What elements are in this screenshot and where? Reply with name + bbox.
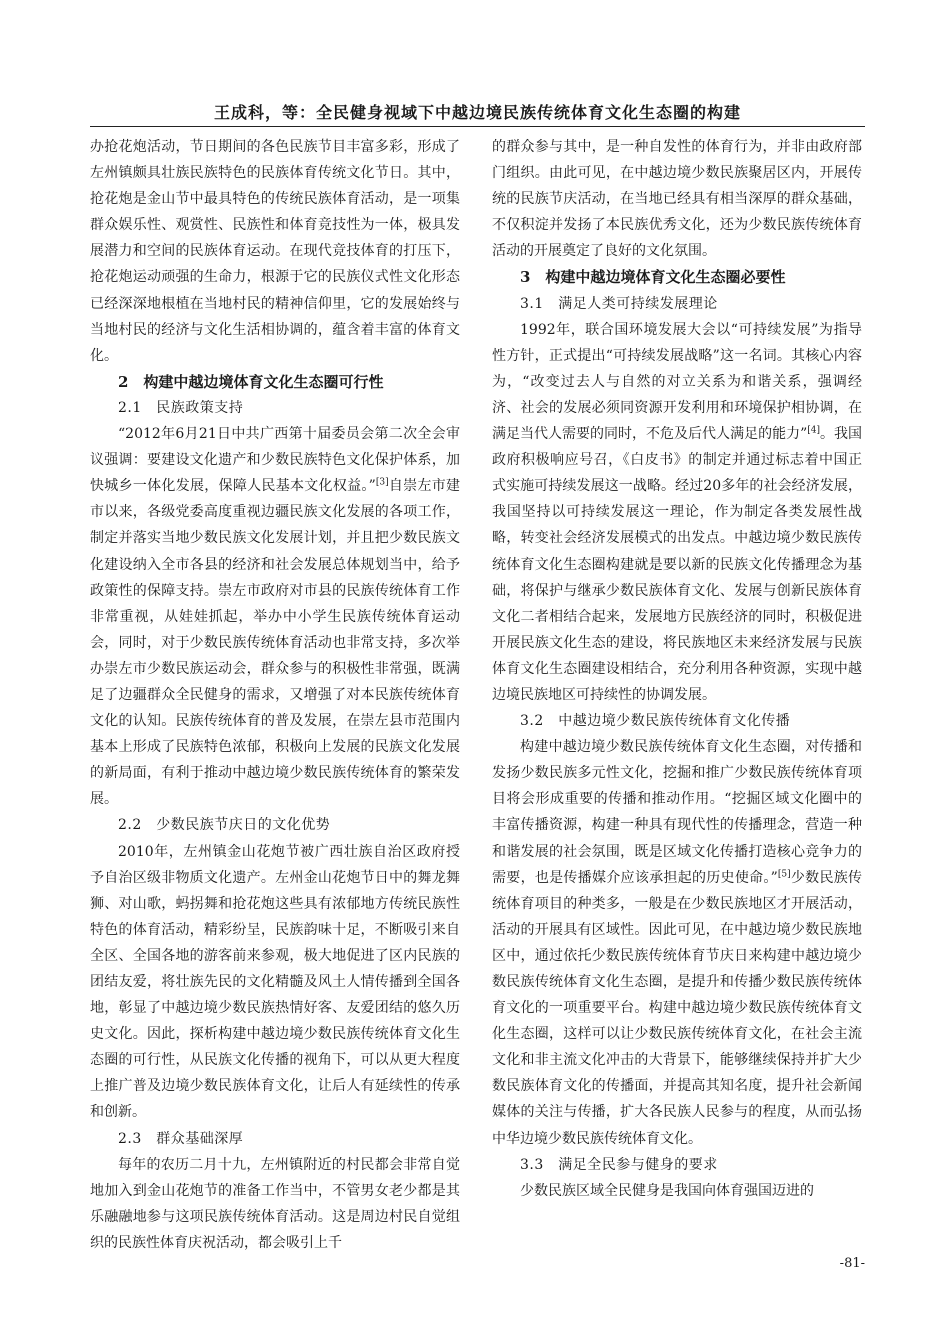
paragraph: 办抢花炮活动，节日期间的各色民族节目丰富多彩，形成了左州镇颇具壮族民族特色的民族体育传统文化节日。其中，抢花炮是金山节中最具特色的传统民族体育活动，是一项集群众娱乐性、观赏性、民族性和体育竞技性为一体，极具发展潜力和空间的民族体育运动。在现代竞技体育的打压下，抢花炮运动顽强的生命力，根源于它的民族仪式性文化形态已经深深地根植在当地村民的精神信仰里，它的发展始终与当地村民的经济与文化生活相协调的，蕴含着丰富的体育文化。: [90, 139, 460, 364]
paragraph-text: 少数民族传统体育项目的种类多，一般是在少数民族地区才开展活动，活动的开展具有区域性。因此可见，在中越边境少数民族地区中，通过依托少数民族传统体育节庆日来构建中越边境少数民族传统体育文化生态圈，是提升和传播少数民族传统体育文化的一项重要平台。构建中越边境少数民族传统体育文化生态圈，这样可以让少数民族传统体育文化，在社会主流文化和非主流文化冲击的大背景下，能够继续保持并扩大少数民族体育文化的传播面，并提高其知名度，提升社会新闻媒体的关注与传播，扩大各民族人民参与的程度，从而弘扬中华边境少数民族传统体育文化。: [492, 869, 863, 1147]
subsection-heading-2-2: 2.2 少数民族节庆日的文化优势: [118, 817, 331, 834]
citation-ref-3[interactable]: [3]: [375, 477, 389, 488]
citation-ref-4[interactable]: [4]: [807, 425, 820, 436]
subsection-heading-2-3: 2.3 群众基础深厚: [118, 1130, 244, 1147]
subsection-heading-2-1: 2.1 民族政策支持: [118, 399, 244, 416]
subsection-heading-3-2: 3.2 中越边境少数民族传统体育文化传播: [520, 713, 791, 730]
right-column: [492, 134, 862, 1204]
paragraph: [492, 734, 862, 1152]
citation-ref-5[interactable]: [5]: [777, 868, 791, 879]
paragraph: 的群众参与其中，是一种自发性的体育行为，并非由政府部门组织。由此可见，在中越边境少数民族聚居区内，开展传统的民族节庆活动，在当地已经具有相当深厚的群众基础，不仅积淀并发扬了本民族优秀文化，还为少数民族传统体育活动的开展奠定了良好的文化氛围。: [492, 139, 862, 260]
paragraph: [90, 421, 460, 812]
quote-text: “2012年6月21日中共广西第十届委员会第二次全会审议强调：要建设文化遗产和少数民族特色文化保护体系，加快城乡一体化发展，保障人民基本文化权益。”: [90, 426, 460, 495]
section-heading-2: 2 构建中越边境体育文化生态圈可行性: [118, 372, 384, 391]
subsection-heading-3-1: 3.1 满足人类可持续发展理论: [520, 295, 718, 312]
section-heading-3: 3 构建中越边境体育文化生态圈必要性: [520, 268, 786, 287]
paragraph-text: 自崇左市建市以来，各级党委高度重视边疆民族文化发展的各项工作，制定并落实当地少数民族文化发展计划，并且把少数民族文化建设纳入全市各县的经济和社会发展总体规划当中，给予政策性的保障支持。崇左市政府对市县的民族传统体育工作非常重视，从娃娃抓起，举办中小学生民族传统体育运动会，同时，对于少数民族传统体育活动也非常支持，多次举办崇左市少数民族运动会，群众参与的积极性非常强，既满足了边疆群众全民健身的需求，又增强了对本民族传统体育文化的认知。民族传统体育的普及发展，在崇左县市范围内基本上形成了民族特色浓郁，积极向上发展的民族文化发展的新局面，有利于推动中越边境少数民族传统体育的繁荣发展。: [90, 478, 461, 808]
paragraph: [492, 317, 862, 708]
paragraph: 2010年，左州镇金山花炮节被广西壮族自治区政府授予自治区级非物质文化遗产。左州金山花炮节日中的舞龙舞狮、对山歌，蚂拐舞和抢花炮这些具有浓郁地方传统民族性特色的体育活动，精彩纷呈，民族韵味十足，不断吸引来自全区、全国各地的游客前来参观，极大地促进了区内民族的团结友爱，将壮族先民的文化精髓及风土人情传播到全国各地，彰显了中越边境少数民族热情好客、友爱团结的悠久历史文化。因此，探析构建中越边境少数民族传统体育文化生态圈的可行性，从民族文化传播的视角下，可以从更大程度上推广普及边境少数民族体育文化，让后人有延续性的传承和创新。: [90, 843, 460, 1121]
paragraph-text: 构建中越边境少数民族传统体育文化生态圈，对传播和发扬少数民族多元性文化，挖掘和推广少数民族传统体育项目将会形成重要的传播和推动作用。“挖掘区域文化圈中的丰富传播资源，构建一种具有现代性的传播理念，营造一种和谐发展的社会氛围，既是区域文化传播打造核心竞争力的需要，也是传播媒介应该承担起的历史使命。”: [492, 739, 862, 886]
header-rule: [90, 126, 865, 127]
page-number: -81-: [839, 1256, 865, 1271]
paragraph-text: 。我国政府积极响应号召，《白皮书》的制定并通过标志着中国正式实施可持续发展这一战略。经过20多年的社会经济发展，我国坚持以可持续发展这一理论，作为制定各类发展性战略，转变社会经济发展模式的出发点。中越边境少数民族传统体育文化生态圈构建就是要以新的民族文化传播理念为基础，将保护与继承少数民族体育文化、发展与创新民族体育文化二者相结合起来，发展地方民族经济的同时，积极促进开展民族文化生态的建设，将民族地区未来经济发展与民族体育文化生态圈建设相结合，充分利用各种资源，实现中越边境民族地区可持续性的协调发展。: [492, 426, 863, 703]
running-header: 王成科，等：全民健身视域下中越边境民族传统体育文化生态圈的构建: [213, 103, 741, 122]
paragraph: 少数民族区域全民健身是我国向体育强国迈进的: [520, 1182, 814, 1199]
left-column: [90, 134, 460, 1256]
paragraph: 每年的农历二月十九，左州镇附近的村民都会非常自觉地加入到金山花炮节的准备工作当中，不管男女老少都是其乐融融地参与这项民族传统体育活动。这是周边村民自觉组织的民族性体育庆祝活动，都会吸引上千: [90, 1156, 460, 1251]
paragraph-text: 1992年，联合国环境发展大会以“可持续发展”为指导性方针，正式提出“可持续发展战略”这一名词。其核心内容为，“改变过去人与自然的对立关系为和谐关系，强调经济、社会的发展必须同资源开发利用和环境保护相协调，在满足当代人需要的同时，不危及后代人满足的能力”: [492, 321, 862, 443]
subsection-heading-3-3: 3.3 满足全民参与健身的要求: [520, 1156, 718, 1173]
